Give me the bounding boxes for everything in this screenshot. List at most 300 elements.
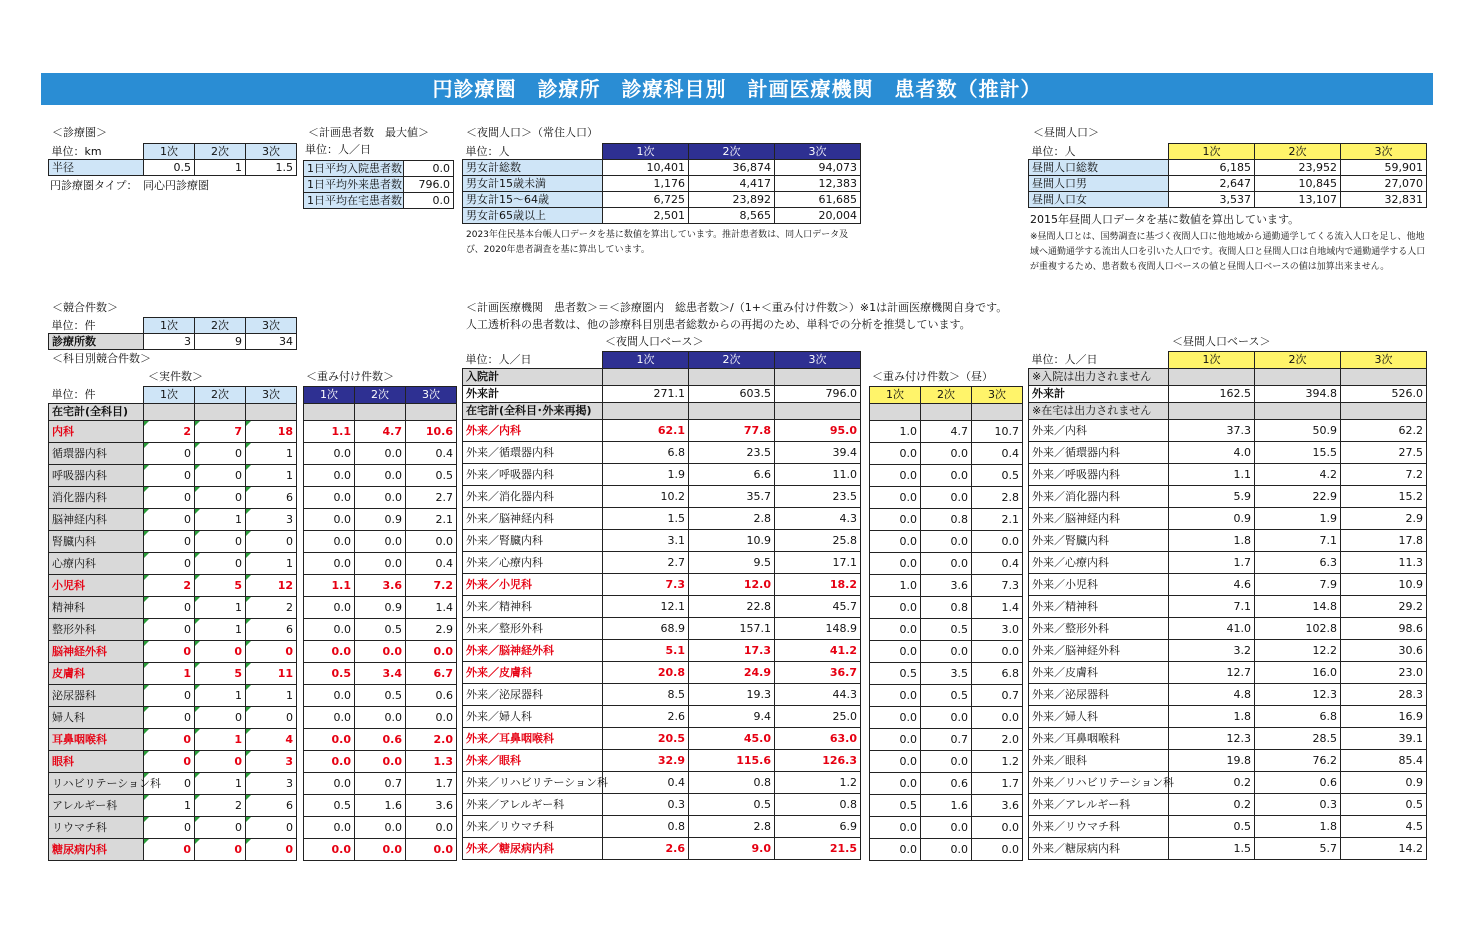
table-row — [1029, 794, 1427, 816]
jissu-table — [48, 386, 297, 861]
empty-cell — [1341, 403, 1427, 420]
chukan-patient-cell: 1.8 — [1169, 530, 1255, 552]
table-row — [49, 619, 297, 641]
table-row — [870, 553, 1023, 575]
table-row — [463, 420, 861, 442]
chukan-patient-cell: 1.1 — [1169, 464, 1255, 486]
dept-name: 外来／心療内科 — [1029, 552, 1169, 574]
table-row — [870, 509, 1023, 531]
yakan-patient-cell: 115.6 — [689, 750, 775, 772]
yakan-patient-cell: 2.6 — [603, 706, 689, 728]
dept-name: 外来／内科 — [1029, 420, 1169, 442]
chukan-cell: 59,901 — [1341, 160, 1427, 176]
jissu-cell: 1 — [246, 553, 297, 575]
jissu-cell: 1 — [246, 465, 297, 487]
jissu-cell: 0 — [246, 839, 297, 861]
omomi-hiru-cell: 0.0 — [870, 817, 921, 839]
chukan-patient-cell: 85.4 — [1341, 750, 1427, 772]
yakan-patient-cell: 17.1 — [775, 552, 861, 574]
yakan-patient-cell: 19.3 — [689, 684, 775, 706]
omomi-hiru-cell: 0.0 — [921, 443, 972, 465]
chukan-patient-cell: 7.9 — [1255, 574, 1341, 596]
gairai-total-label: 外来計 — [463, 386, 603, 403]
dept-name: 整形外科 — [49, 619, 144, 641]
jissu-cell: 12 — [246, 575, 297, 597]
unit-label: 単位：件 — [51, 387, 96, 401]
table-row — [49, 839, 297, 861]
yakan-patient-cell: 17.3 — [689, 640, 775, 662]
chukan-patient-cell: 14.2 — [1341, 838, 1427, 860]
chukan-patient-cell: 98.6 — [1341, 618, 1427, 640]
table-row — [463, 530, 861, 552]
omomi-cell: 0.7 — [355, 773, 406, 795]
dept-name: 外来／循環器内科 — [1029, 442, 1169, 464]
col-2ji: 2次 — [195, 318, 246, 334]
chukan-patient-cell: 0.9 — [1169, 508, 1255, 530]
omomi-cell: 3.6 — [406, 795, 457, 817]
yakan-cell: 20,004 — [775, 208, 861, 224]
omomi-hiru-cell: 0.0 — [972, 641, 1023, 663]
chukan-patient-cell: 7.1 — [1255, 530, 1341, 552]
omomi-cell: 3.4 — [355, 663, 406, 685]
table-row — [870, 707, 1023, 729]
omomi-cell: 0.0 — [355, 487, 406, 509]
omomi-cell: 0.0 — [355, 641, 406, 663]
col-header: 3次 — [406, 387, 457, 404]
chukan-patient-cell: 11.3 — [1341, 552, 1427, 574]
chukan-patient-cell: 17.8 — [1341, 530, 1427, 552]
omomi-hiru-cell: 0.0 — [921, 839, 972, 861]
dept-name: 外来／小児科 — [1029, 574, 1169, 596]
omomi-hiru-cell: 0.8 — [921, 597, 972, 619]
yakan-patient-cell: 1.9 — [603, 464, 689, 486]
omomi-hiru-cell: 0.0 — [921, 641, 972, 663]
dept-name: 外来／アレルギー科 — [1029, 794, 1169, 816]
chukan-patient-cell: 6.3 — [1255, 552, 1341, 574]
chukan-patient-cell: 1.8 — [1169, 706, 1255, 728]
table-row — [304, 404, 457, 421]
chukan-row-label: 昼間人口総数 — [1029, 160, 1169, 176]
omomi-cell: 0.0 — [304, 597, 355, 619]
table-row — [870, 641, 1023, 663]
omomi-cell: 0.6 — [406, 685, 457, 707]
col-2ji: 2次 — [195, 144, 246, 160]
clinic-count-label: 診療所数 — [49, 334, 144, 350]
jissu-cell: 5 — [195, 575, 246, 597]
yakan-base-heading: ＜夜間人口ベース＞ — [605, 335, 704, 348]
jissu-cell: 0 — [144, 707, 195, 729]
table-row — [870, 575, 1023, 597]
table-row — [1029, 403, 1427, 420]
table-row — [49, 575, 297, 597]
dept-name: 小児科 — [49, 575, 144, 597]
chukan-patient-cell: 27.5 — [1341, 442, 1427, 464]
col-header: 1次 — [1169, 352, 1255, 369]
empty-cell — [603, 403, 689, 420]
jissu-cell: 1 — [144, 663, 195, 685]
dept-name: 外来／腎臓内科 — [1029, 530, 1169, 552]
table-row — [870, 421, 1023, 443]
chukan-patient-cell: 16.9 — [1341, 706, 1427, 728]
yakan-patient-cell: 24.9 — [689, 662, 775, 684]
yakan-patient-cell: 77.8 — [689, 420, 775, 442]
chukan-patient-cell: 76.2 — [1255, 750, 1341, 772]
omomi-hiru-cell: 1.6 — [921, 795, 972, 817]
table-row — [49, 487, 297, 509]
yakan-patient-cell: 45.0 — [689, 728, 775, 750]
table-row — [1029, 684, 1427, 706]
jissu-cell: 0 — [246, 641, 297, 663]
table-row — [49, 707, 297, 729]
chukan-patient-cell: 14.8 — [1255, 596, 1341, 618]
omomi-hiru-cell: 0.0 — [921, 465, 972, 487]
chukan-patient-cell: 4.5 — [1341, 816, 1427, 838]
yakan-base-table — [462, 351, 861, 860]
yakan-patient-cell: 32.9 — [603, 750, 689, 772]
yakan-note: 2023年住民基本台帳人口データを基に数値を算出しています。推計患者数は、同人口データ及び、2020年患者調査を基に算出しています。 — [466, 230, 849, 255]
yakan-patient-cell: 20.5 — [603, 728, 689, 750]
omomi-cell: 0.9 — [355, 597, 406, 619]
table-row — [304, 707, 457, 729]
chukan-patient-cell: 29.2 — [1341, 596, 1427, 618]
chukan-patient-cell: 3.2 — [1169, 640, 1255, 662]
table-row — [463, 816, 861, 838]
yakan-patient-cell: 0.5 — [689, 794, 775, 816]
empty-cell — [775, 369, 861, 386]
jissu-cell: 3 — [246, 773, 297, 795]
omomi-hiru-cell: 0.5 — [921, 685, 972, 707]
chukan-patient-cell: 0.3 — [1255, 794, 1341, 816]
yakan-patient-cell: 25.8 — [775, 530, 861, 552]
jissu-cell: 6 — [246, 487, 297, 509]
dept-name: 外来／皮膚科 — [463, 662, 603, 684]
jissu-cell: 0 — [195, 839, 246, 861]
col-1ji: 1次 — [603, 144, 689, 160]
yakan-table — [462, 143, 861, 224]
dept-name: 内科 — [49, 421, 144, 443]
table-row — [463, 369, 861, 386]
omomi-hiru-cell: 10.7 — [972, 421, 1023, 443]
table-row — [304, 465, 457, 487]
table-row — [49, 641, 297, 663]
chukan-note2: ※昼間人口とは、国勢調査に基づく夜間人口に他地域から通勤通学してくる流入人口を足し、他地域へ通勤通学する流出人口を引いた人口です。夜間人口と昼間人口は自地域内で通勤通学する人口が重複するため、患者数も夜間人口ベースの値と昼間人口ベースの値は加算出来ません。 — [1030, 232, 1426, 272]
dept-name: リハビリテーション科 — [49, 773, 144, 795]
table-row — [870, 531, 1023, 553]
dept-name: 外来／糖尿病内科 — [1029, 838, 1169, 860]
omomi-heading: ＜重み付け件数＞ — [306, 370, 394, 383]
omomi-hiru-cell: 0.0 — [921, 707, 972, 729]
table-row — [463, 728, 861, 750]
jissu-cell: 0 — [144, 443, 195, 465]
clinic-count-2: 9 — [195, 334, 246, 350]
col-header: 1次 — [603, 352, 689, 369]
yakan-patient-cell: 36.7 — [775, 662, 861, 684]
yakan-cell: 4,417 — [689, 176, 775, 192]
omomi-cell: 0.0 — [355, 531, 406, 553]
omomi-cell: 0.0 — [406, 839, 457, 861]
jissu-cell: 0 — [195, 487, 246, 509]
gairai-total-cell: 796.0 — [775, 386, 861, 403]
jissu-cell: 0 — [144, 685, 195, 707]
omomi-hiru-cell: 0.4 — [972, 443, 1023, 465]
chukan-patient-cell: 12.7 — [1169, 662, 1255, 684]
chukan-cell: 13,107 — [1255, 192, 1341, 208]
omomi-cell: 0.0 — [406, 531, 457, 553]
omomi-hiru-cell: 6.8 — [972, 663, 1023, 685]
empty-cell — [144, 404, 195, 421]
table-row — [304, 685, 457, 707]
table-row — [304, 509, 457, 531]
table-row — [463, 706, 861, 728]
jissu-cell: 0 — [144, 509, 195, 531]
table-row — [49, 387, 297, 404]
table-row — [1029, 662, 1427, 684]
dept-name: 外来／リハビリテーション科 — [1029, 772, 1169, 794]
shinryoken-table — [48, 143, 297, 176]
chukan-patient-cell: 0.9 — [1341, 772, 1427, 794]
table-row — [304, 839, 457, 861]
gairai-total-cell: 526.0 — [1341, 386, 1427, 403]
jissu-cell: 6 — [246, 795, 297, 817]
dept-name: 外来／眼科 — [463, 750, 603, 772]
yakan-patient-cell: 6.9 — [775, 816, 861, 838]
omomi-hiru-cell: 0.0 — [870, 685, 921, 707]
yakan-row-label: 男女計15～64歳 — [463, 192, 603, 208]
chukan-cell: 27,070 — [1341, 176, 1427, 192]
dept-name: 外来／精神科 — [463, 596, 603, 618]
dept-name: 呼吸器内科 — [49, 465, 144, 487]
chukan-patient-cell: 1.5 — [1169, 838, 1255, 860]
col-1ji: 1次 — [1169, 144, 1255, 160]
omomi-cell: 0.0 — [406, 817, 457, 839]
table-row — [463, 486, 861, 508]
chukan-patient-cell: 16.0 — [1255, 662, 1341, 684]
table-row — [304, 575, 457, 597]
table-row — [1029, 574, 1427, 596]
chukan-patient-cell: 0.2 — [1169, 772, 1255, 794]
table-row — [49, 685, 297, 707]
table-row — [49, 597, 297, 619]
kyogo-table — [48, 317, 297, 350]
dept-name: 外来／糖尿病内科 — [463, 838, 603, 860]
yakan-patient-cell: 35.7 — [689, 486, 775, 508]
omomi-cell: 0.5 — [355, 685, 406, 707]
empty-cell — [304, 404, 355, 421]
col-header: 2次 — [355, 387, 406, 404]
dept-name: 糖尿病内科 — [49, 839, 144, 861]
omomi-hiru-cell: 0.0 — [870, 773, 921, 795]
keikaku-unit: 単位：人／日 — [305, 143, 371, 156]
omomi-cell: 6.7 — [406, 663, 457, 685]
table-row — [1029, 552, 1427, 574]
yakan-row-label: 男女計15歳未満 — [463, 176, 603, 192]
jissu-cell: 7 — [195, 421, 246, 443]
omomi-cell: 0.6 — [355, 729, 406, 751]
table-row — [870, 387, 1023, 404]
omomi-hiru-cell: 0.0 — [870, 509, 921, 531]
jissu-cell: 1 — [195, 597, 246, 619]
chukan-row-label: 昼間人口男 — [1029, 176, 1169, 192]
dept-name: 外来／耳鼻咽喉科 — [463, 728, 603, 750]
table-row — [463, 838, 861, 860]
col-header: 2次 — [921, 387, 972, 404]
omomi-hiru-cell: 3.6 — [972, 795, 1023, 817]
empty-cell — [195, 404, 246, 421]
dept-name: 外来／泌尿器科 — [463, 684, 603, 706]
omomi-cell: 0.5 — [304, 663, 355, 685]
omomi-hiru-cell: 0.0 — [972, 531, 1023, 553]
keikaku-row-value: 796.0 — [404, 177, 454, 193]
omomi-hiru-cell: 0.0 — [921, 751, 972, 773]
yakan-cell: 8,565 — [689, 208, 775, 224]
clinic-count-3: 34 — [246, 334, 297, 350]
dept-name: 外来／耳鼻咽喉科 — [1029, 728, 1169, 750]
col-header: 2次 — [1255, 352, 1341, 369]
table-row — [463, 596, 861, 618]
table-row — [870, 465, 1023, 487]
omomi-cell: 1.4 — [406, 597, 457, 619]
table-row — [304, 817, 457, 839]
table-row — [49, 663, 297, 685]
dept-name: 循環器内科 — [49, 443, 144, 465]
jissu-cell: 1 — [144, 795, 195, 817]
omomi-hiru-cell: 3.6 — [921, 575, 972, 597]
dept-name: 外来／脳神経外科 — [1029, 640, 1169, 662]
gairai-total-cell: 603.5 — [689, 386, 775, 403]
empty-cell — [689, 403, 775, 420]
table-row — [49, 404, 297, 421]
omomi-hiru-cell: 0.8 — [921, 509, 972, 531]
table-row — [304, 553, 457, 575]
yakan-patient-cell: 20.8 — [603, 662, 689, 684]
jissu-cell: 0 — [144, 553, 195, 575]
table-row — [1029, 442, 1427, 464]
gairai-total-cell: 271.1 — [603, 386, 689, 403]
dept-name: 外来／泌尿器科 — [1029, 684, 1169, 706]
yakan-patient-cell: 10.9 — [689, 530, 775, 552]
col-3ji: 3次 — [1341, 144, 1427, 160]
table-row — [304, 531, 457, 553]
radius-2: 1 — [195, 160, 246, 176]
jissu-cell: 1 — [195, 619, 246, 641]
yakan-patient-cell: 2.7 — [603, 552, 689, 574]
omomi-hiru-cell: 0.0 — [972, 707, 1023, 729]
yakan-patient-cell: 68.9 — [603, 618, 689, 640]
omomi-cell: 4.7 — [355, 421, 406, 443]
dept-name: 腎臓内科 — [49, 531, 144, 553]
jissu-cell: 3 — [246, 751, 297, 773]
table-row — [304, 487, 457, 509]
chukan-base-heading: ＜昼間人口ベース＞ — [1172, 335, 1271, 348]
dept-name: 外来／リハビリテーション科 — [463, 772, 603, 794]
omomi-hiru-cell: 0.0 — [870, 531, 921, 553]
chukan-cell: 6,185 — [1169, 160, 1255, 176]
table-row — [870, 751, 1023, 773]
yakan-patient-cell: 11.0 — [775, 464, 861, 486]
dept-name: 外来／消化器内科 — [463, 486, 603, 508]
table-row — [1029, 772, 1427, 794]
omomi-cell: 2.0 — [406, 729, 457, 751]
yakan-patient-cell: 0.8 — [775, 794, 861, 816]
zaitaku-note: ※在宅は出力されません — [1029, 403, 1169, 420]
chukan-base-table — [1028, 351, 1427, 860]
jissu-heading: ＜実件数＞ — [148, 370, 203, 383]
table-row — [870, 685, 1023, 707]
table-row — [870, 404, 1023, 421]
radius-label: 半径 — [49, 160, 144, 176]
omomi-hiru-cell: 0.5 — [870, 663, 921, 685]
omomi-hiru-cell: 0.5 — [870, 795, 921, 817]
chukan-patient-cell: 15.5 — [1255, 442, 1341, 464]
dept-name: 皮膚科 — [49, 663, 144, 685]
table-row — [870, 729, 1023, 751]
dept-name: 耳鼻咽喉科 — [49, 729, 144, 751]
dept-name: 外来／循環器内科 — [463, 442, 603, 464]
table-row — [463, 403, 861, 420]
jissu-cell: 1 — [246, 443, 297, 465]
unit-label: 単位：人／日 — [465, 352, 532, 366]
yakan-patient-cell: 0.3 — [603, 794, 689, 816]
yakan-patient-cell: 10.2 — [603, 486, 689, 508]
omomi-cell: 0.0 — [355, 707, 406, 729]
table-row — [1029, 838, 1427, 860]
table-row — [49, 465, 297, 487]
dept-name: 脳神経外科 — [49, 641, 144, 663]
table-row — [870, 663, 1023, 685]
keikaku-row-label: 1日平均外来患者数 — [304, 177, 404, 193]
omomi-hiru-cell: 0.7 — [921, 729, 972, 751]
gairai-total-cell: 162.5 — [1169, 386, 1255, 403]
unit-label: 単位：km — [51, 144, 102, 158]
dept-name: 外来／消化器内科 — [1029, 486, 1169, 508]
table-row — [1029, 420, 1427, 442]
dept-name: 婦人科 — [49, 707, 144, 729]
yakan-patient-cell: 1.5 — [603, 508, 689, 530]
omomi-cell: 0.9 — [355, 509, 406, 531]
col-header: 2次 — [195, 387, 246, 404]
yakan-heading: ＜夜間人口＞（常住人口） — [466, 126, 598, 139]
table-row — [463, 464, 861, 486]
omomi-hiru-cell: 3.0 — [972, 619, 1023, 641]
table-row — [304, 663, 457, 685]
omomi-cell: 0.5 — [406, 465, 457, 487]
omomi-cell: 0.0 — [355, 465, 406, 487]
table-row — [49, 817, 297, 839]
col-2ji: 2次 — [689, 144, 775, 160]
radius-1: 0.5 — [144, 160, 195, 176]
chukan-patient-cell: 41.0 — [1169, 618, 1255, 640]
yakan-patient-cell: 126.3 — [775, 750, 861, 772]
chukan-patient-cell: 0.5 — [1169, 816, 1255, 838]
chukan-patient-cell: 62.2 — [1341, 420, 1427, 442]
chukan-patient-cell: 12.2 — [1255, 640, 1341, 662]
omomi-table — [303, 386, 457, 861]
omomi-cell: 0.0 — [304, 751, 355, 773]
omomi-cell: 0.0 — [304, 773, 355, 795]
jissu-cell: 2 — [246, 597, 297, 619]
table-row — [49, 751, 297, 773]
omomi-hiru-cell: 0.0 — [870, 751, 921, 773]
jissu-cell: 0 — [246, 707, 297, 729]
chukan-patient-cell: 39.1 — [1341, 728, 1427, 750]
jissu-cell: 0 — [195, 553, 246, 575]
jissu-cell: 1 — [195, 729, 246, 751]
dept-name: 眼科 — [49, 751, 144, 773]
unit-label: 単位：人／日 — [1031, 352, 1098, 366]
omomi-hiru-cell: 0.0 — [870, 487, 921, 509]
empty-cell — [355, 404, 406, 421]
yakan-patient-cell: 148.9 — [775, 618, 861, 640]
